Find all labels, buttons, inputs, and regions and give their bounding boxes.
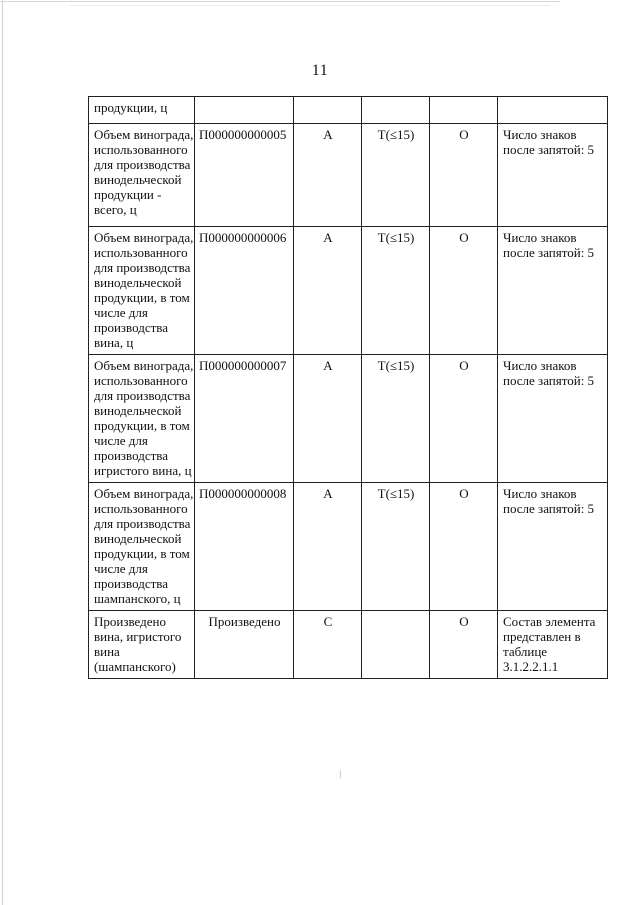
name-line: Произведено	[94, 614, 166, 629]
name-line: Объем винограда,	[94, 127, 194, 142]
table-row	[89, 227, 608, 355]
name-line: (шампанского)	[94, 659, 176, 674]
note-line: после запятой: 5	[503, 501, 595, 516]
scan-edge-top-faint	[70, 5, 550, 6]
name-line: для производства	[94, 388, 191, 403]
required-cell: О	[430, 611, 498, 679]
note-line: 3.1.2.2.1.1	[503, 659, 559, 674]
required-cell: О	[430, 227, 498, 355]
name-line: для производства	[94, 516, 191, 531]
type-cell: А	[294, 227, 362, 355]
table-row	[89, 355, 608, 483]
name-line: числе для	[94, 305, 148, 320]
note-line: Число знаков	[503, 230, 577, 245]
page-number: 11	[311, 62, 329, 79]
table-row	[89, 97, 608, 124]
note-cell	[498, 611, 608, 679]
element-name-cell	[89, 483, 195, 611]
element-name-cell	[89, 611, 195, 679]
name-line: числе для	[94, 561, 148, 576]
code-cell: П000000000006	[195, 227, 294, 355]
element-name-cell: продукции, ц	[89, 97, 195, 124]
name-line: для производства	[94, 260, 191, 275]
code-cell: П000000000007	[195, 355, 294, 483]
format-cell: Т(≤15)	[362, 227, 430, 355]
code-cell: П000000000005	[195, 124, 294, 227]
note-cell	[498, 355, 608, 483]
type-cell	[294, 97, 362, 124]
note-line: после запятой: 5	[503, 245, 595, 260]
required-cell: О	[430, 355, 498, 483]
name-line: винодельческой	[94, 403, 182, 418]
scan-mark	[340, 770, 341, 778]
element-name-cell	[89, 355, 195, 483]
name-line: продукции, в том	[94, 546, 190, 561]
name-line: использованного	[94, 245, 188, 260]
type-cell: С	[294, 611, 362, 679]
name-line: вина, ц	[94, 335, 134, 350]
data-elements-table	[88, 96, 608, 679]
note-cell	[498, 124, 608, 227]
format-cell: Т(≤15)	[362, 355, 430, 483]
name-line: Объем винограда,	[94, 230, 194, 245]
required-cell	[430, 97, 498, 124]
note-line: представлен в	[503, 629, 581, 644]
required-cell: О	[430, 124, 498, 227]
name-line: винодельческой	[94, 275, 182, 290]
name-line: игристого вина, ц	[94, 463, 192, 478]
note-line: после запятой: 5	[503, 142, 595, 157]
name-line: Объем винограда,	[94, 358, 194, 373]
name-line: использованного	[94, 501, 188, 516]
type-cell: А	[294, 483, 362, 611]
scan-edge-top	[0, 1, 560, 2]
element-name-cell	[89, 227, 195, 355]
name-line: использованного	[94, 373, 188, 388]
format-cell	[362, 97, 430, 124]
name-line: продукции, в том	[94, 418, 190, 433]
table-row	[89, 124, 608, 227]
note-cell	[498, 97, 608, 124]
name-line: продукции, в том	[94, 290, 190, 305]
name-line: всего, ц	[94, 202, 137, 217]
note-line: после запятой: 5	[503, 373, 595, 388]
name-line: продукции -	[94, 187, 162, 202]
code-cell	[195, 97, 294, 124]
table-row	[89, 611, 608, 679]
table-row	[89, 483, 608, 611]
note-line: Число знаков	[503, 486, 577, 501]
format-cell	[362, 611, 430, 679]
name-line: шампанского, ц	[94, 591, 181, 606]
required-cell: О	[430, 483, 498, 611]
format-cell: Т(≤15)	[362, 124, 430, 227]
note-cell	[498, 483, 608, 611]
name-line: винодельческой	[94, 531, 182, 546]
element-name-cell	[89, 124, 195, 227]
name-line: Объем винограда,	[94, 486, 194, 501]
type-cell: А	[294, 355, 362, 483]
name-line: вина, игристого	[94, 629, 182, 644]
scan-edge-left	[2, 0, 3, 905]
note-line: Число знаков	[503, 358, 577, 373]
name-line: использованного	[94, 142, 188, 157]
note-line: Состав элемента	[503, 614, 596, 629]
format-cell: Т(≤15)	[362, 483, 430, 611]
code-cell: Произведено	[195, 611, 294, 679]
type-cell: А	[294, 124, 362, 227]
name-line: для производства	[94, 157, 191, 172]
name-line: винодельческой	[94, 172, 182, 187]
name-line: производства	[94, 576, 169, 591]
note-line: таблице	[503, 644, 548, 659]
name-line: производства	[94, 448, 169, 463]
name-line: производства	[94, 320, 169, 335]
note-line: Число знаков	[503, 127, 577, 142]
code-cell: П000000000008	[195, 483, 294, 611]
name-line: числе для	[94, 433, 148, 448]
note-cell	[498, 227, 608, 355]
name-line: вина	[94, 644, 120, 659]
